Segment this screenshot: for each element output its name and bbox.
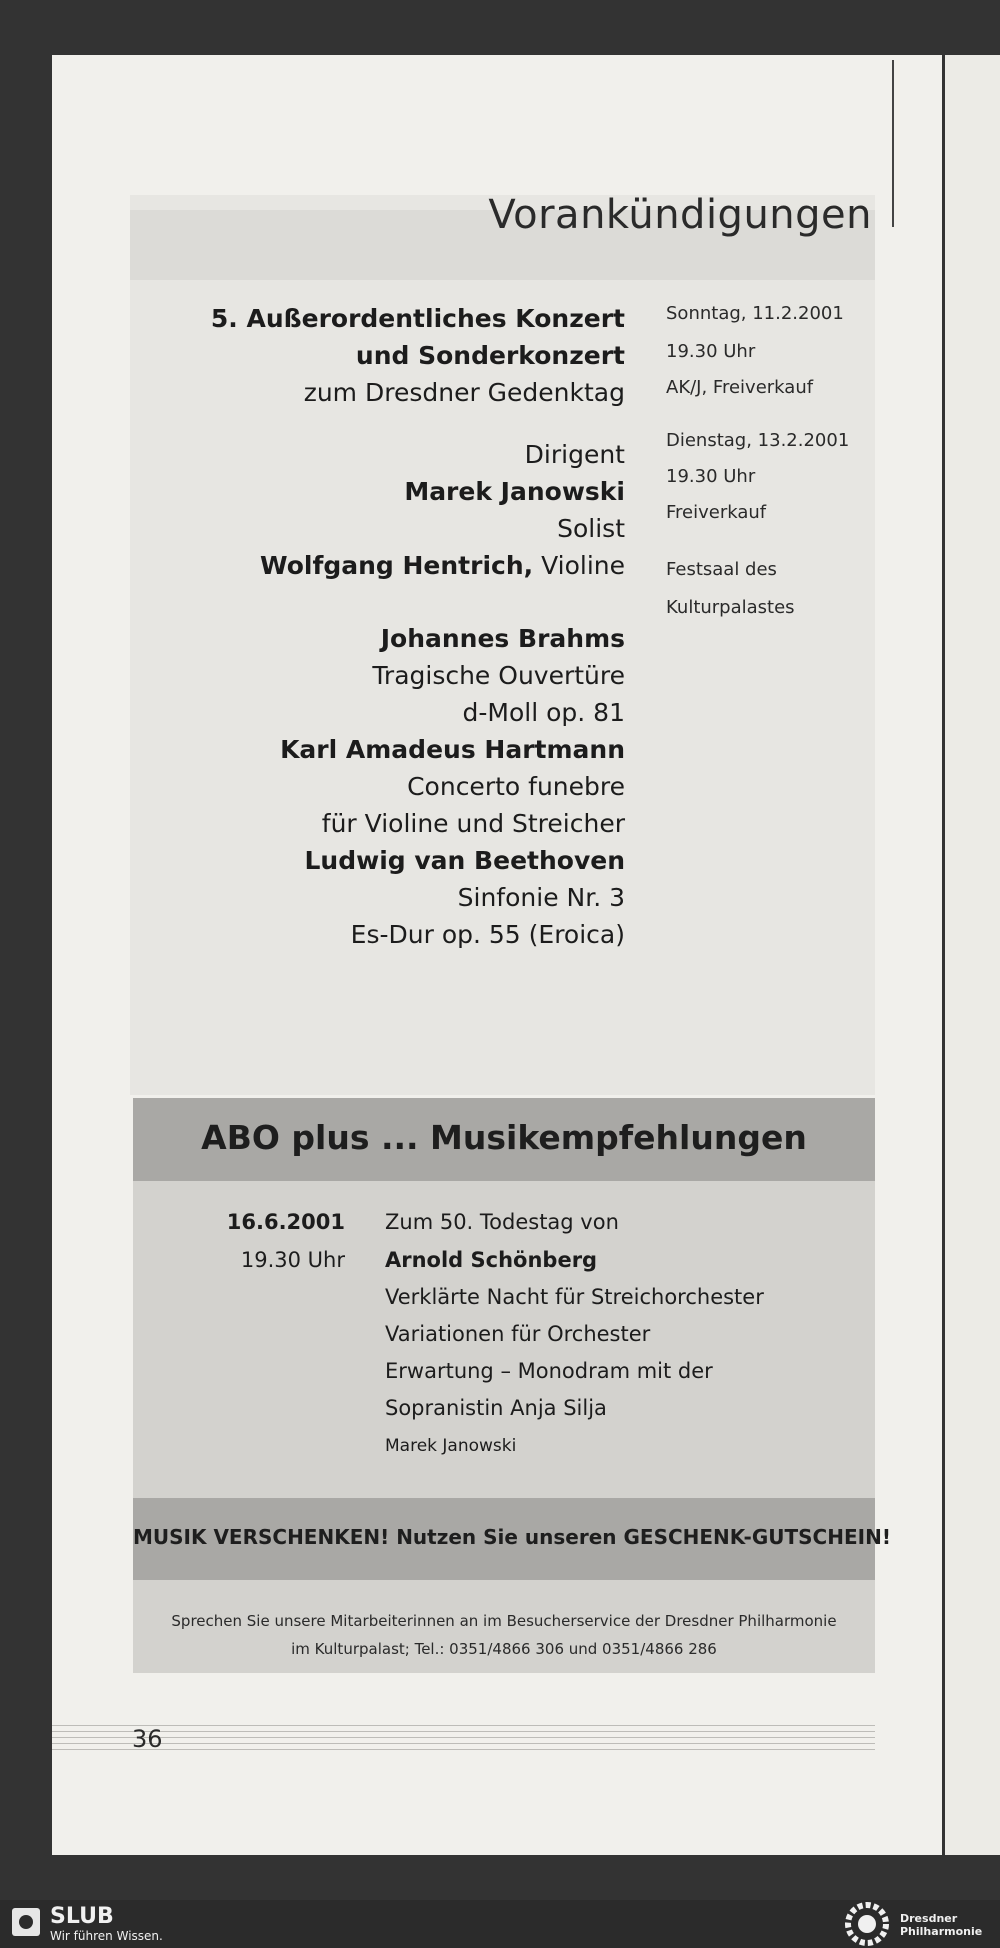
philharmonie-logo-icon bbox=[843, 1902, 891, 1946]
slub-name: SLUB bbox=[50, 1904, 114, 1929]
abo-work-1: Verklärte Nacht für Streichorchester bbox=[385, 1285, 764, 1309]
soloist-instrument: Violine bbox=[533, 551, 625, 580]
footer-rule-5 bbox=[52, 1749, 875, 1750]
footer-rule-4 bbox=[52, 1743, 875, 1744]
abo-recommendation-box bbox=[133, 1098, 891, 1673]
work-brahms-key: d-Moll op. 81 bbox=[462, 698, 625, 727]
abo-title: ABO plus ... Musikempfehlungen bbox=[201, 1118, 807, 1157]
composer-hartmann: Karl Amadeus Hartmann bbox=[280, 735, 625, 764]
footer-rule-1 bbox=[52, 1725, 875, 1726]
abo-time: 19.30 Uhr bbox=[240, 1248, 345, 1272]
soloist-line bbox=[211, 547, 625, 584]
gift-voucher-notice: MUSIK VERSCHENKEN! Nutzen Sie unseren GESCHENK-GUTSCHEIN! bbox=[133, 1525, 891, 1549]
work-brahms-title: Tragische Ouvertüre bbox=[372, 661, 625, 690]
ticket-info-2: Freiverkauf bbox=[666, 502, 767, 523]
soloist-name: Wolfgang Hentrich, bbox=[260, 551, 534, 580]
venue-line-1: Festsaal des bbox=[666, 559, 777, 580]
venue-line-2: Kulturpalastes bbox=[666, 597, 795, 618]
composer-beethoven: Ludwig van Beethoven bbox=[304, 846, 625, 875]
contact-line-1: Sprechen Sie unsere Mitarbeiterinnen an im Besucherservice der Dresdner Philharmonie bbox=[171, 1612, 837, 1630]
date-1: Sonntag, 11.2.2001 bbox=[666, 303, 844, 324]
concert-title: 5. Außerordentliches Konzert bbox=[210, 304, 625, 333]
page-title: Vorankündigungen bbox=[488, 192, 872, 238]
abo-occasion: Zum 50. Todestag von bbox=[385, 1210, 619, 1234]
concert-program bbox=[211, 300, 625, 953]
soloist-label: Solist bbox=[557, 514, 625, 543]
time-2: 19.30 Uhr bbox=[666, 466, 756, 487]
abo-composer: Arnold Schönberg bbox=[385, 1248, 598, 1272]
margin-rule bbox=[892, 60, 894, 227]
concert-subtitle: und Sonderkonzert bbox=[355, 341, 625, 370]
page-number: 36 bbox=[132, 1725, 163, 1753]
abo-soloist: Sopranistin Anja Silja bbox=[385, 1396, 607, 1420]
abo-date: 16.6.2001 bbox=[226, 1210, 345, 1234]
slub-tagline: Wir führen Wissen. bbox=[50, 1929, 163, 1943]
contact-line-2: im Kulturpalast; Tel.: 0351/4866 306 und 0351/4866 286 bbox=[291, 1640, 717, 1658]
next-page-edge bbox=[945, 55, 1000, 1855]
ticket-info-1: AK/J, Freiverkauf bbox=[666, 377, 814, 398]
concert-occasion: zum Dresdner Gedenktag bbox=[303, 378, 625, 407]
work-beethoven-key: Es-Dur op. 55 (Eroica) bbox=[350, 920, 625, 949]
work-beethoven-title: Sinfonie Nr. 3 bbox=[457, 883, 625, 912]
date-2: Dienstag, 13.2.2001 bbox=[666, 430, 850, 451]
conductor-name: Marek Janowski bbox=[404, 477, 625, 506]
footer-rule-3 bbox=[52, 1737, 875, 1738]
composer-brahms: Johannes Brahms bbox=[380, 624, 625, 653]
time-1: 19.30 Uhr bbox=[666, 341, 756, 362]
slub-logo-icon bbox=[12, 1908, 40, 1936]
work-hartmann-title: Concerto funebre bbox=[407, 772, 625, 801]
work-hartmann-scoring: für Violine und Streicher bbox=[321, 809, 625, 838]
abo-conductor: Marek Janowski bbox=[385, 1436, 517, 1456]
partner-name: Dresdner Philharmonie bbox=[900, 1912, 983, 1938]
conductor-label: Dirigent bbox=[524, 440, 625, 469]
footer-rule-2 bbox=[52, 1731, 875, 1732]
abo-work-3: Erwartung – Monodram mit der bbox=[385, 1359, 713, 1383]
abo-work-2: Variationen für Orchester bbox=[385, 1322, 651, 1346]
